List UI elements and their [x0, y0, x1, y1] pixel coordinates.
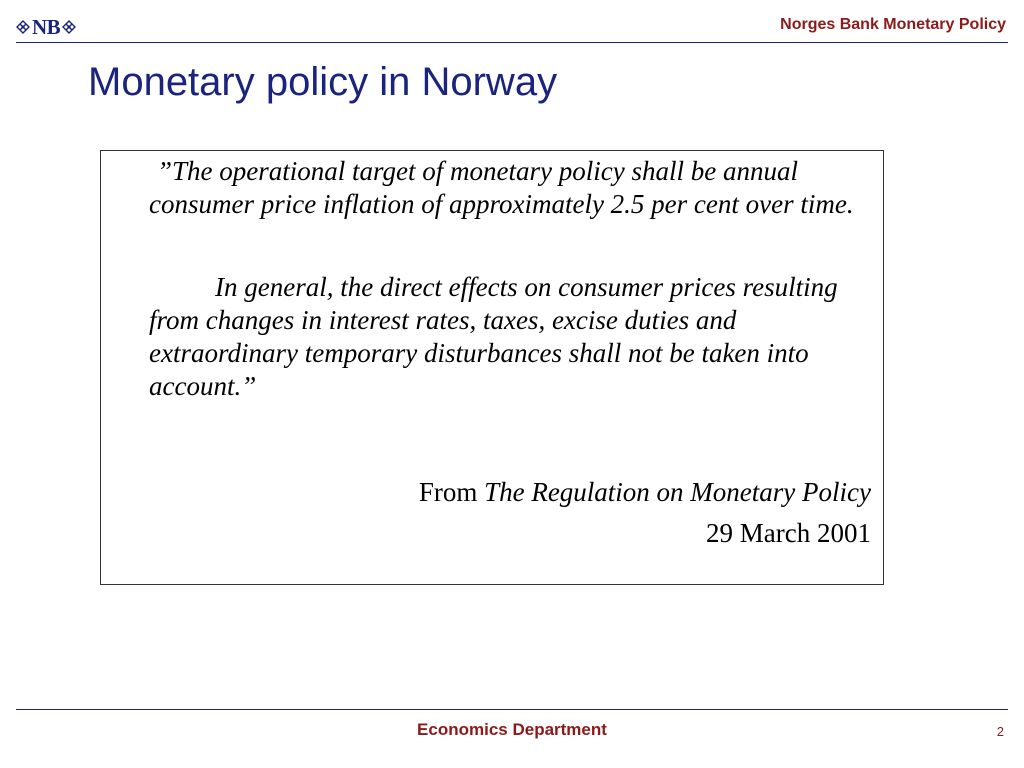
quote-box — [100, 150, 884, 585]
quote-paragraph-2: In general, the direct effects on consumer prices resulting from changes in interest rates, taxes, excise duties and extraordinary temporary disturbances shall not be taken into account.” — [149, 272, 838, 401]
footer-divider — [16, 709, 1008, 710]
page-number: 2 — [996, 724, 1004, 739]
logo-text: NB — [32, 14, 61, 39]
slide-title: Monetary policy in Norway — [88, 60, 558, 104]
quote-paragraph-1: ”The operational target of monetary policy shall be annual consumer price inflation of approximately 2.5 per cent over time. — [149, 156, 854, 219]
norges-bank-logo — [16, 14, 76, 40]
source-citation — [419, 476, 871, 509]
footer-department: Economics Department — [417, 720, 607, 739]
knot-ornament-right-icon — [62, 20, 76, 34]
header-divider — [16, 42, 1008, 43]
source-title: The Regulation on Monetary Policy — [484, 477, 871, 507]
source-prefix: From — [418, 477, 485, 507]
header-title: Norges Bank Monetary Policy — [780, 16, 1006, 33]
knot-ornament-left-icon — [16, 20, 30, 34]
source-date: 29 March 2001 — [706, 518, 871, 548]
